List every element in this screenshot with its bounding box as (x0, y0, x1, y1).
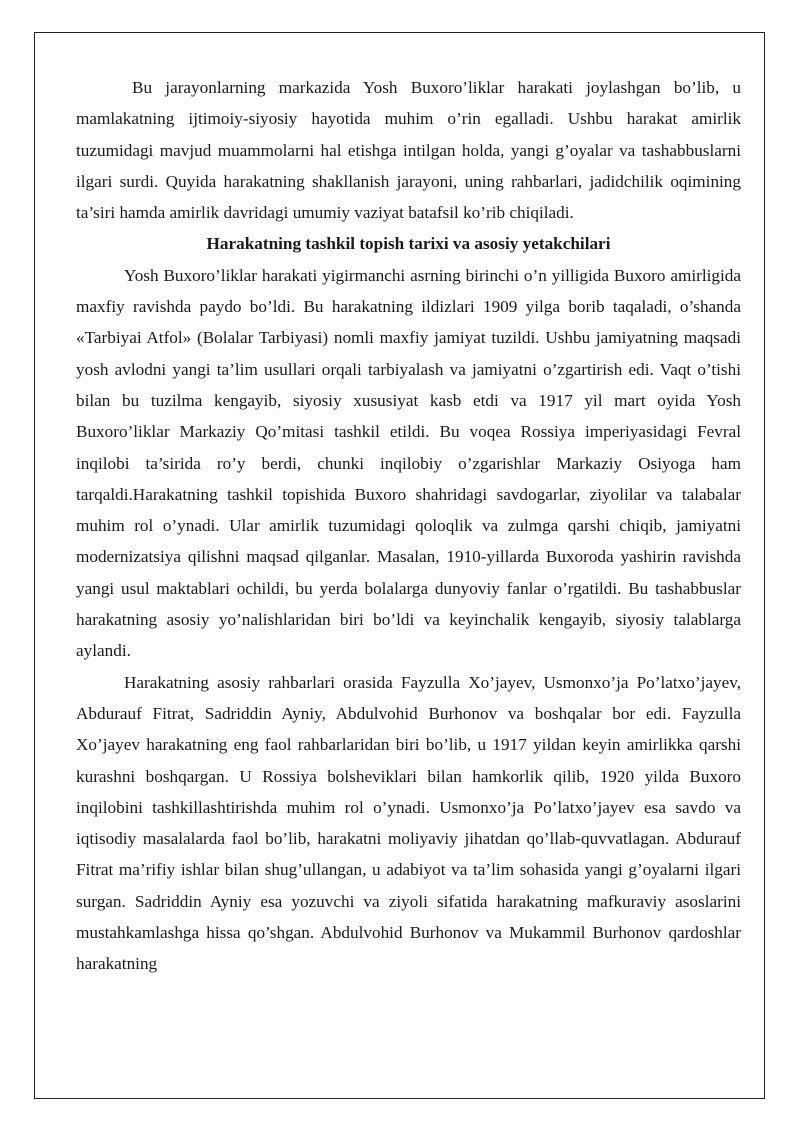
section-heading: Harakatning tashkil topish tarixi va asosiy yetakchilari (206, 234, 611, 254)
history-paragraph: Yosh Buxoro’liklar harakati yigirmanchi asrning birinchi o’n yilligida Buxoro amirligida maxfiy ravishda paydo bo’ldi. Bu harakatning ildizlari 1909 yilga borib taqaladi, o’shanda «Tarbiyai Atfol» (Bolalar Tarbiyasi) nomli maxfiy jamiyat tuzildi. Ushbu jamiyatning maqsadi yosh avlodni yangi ta’lim usullari orqali tarbiyalash va jamiyatni o’zgartirish edi. Vaqt o’tishi bilan bu tuzilma kengayib, siyosiy xususiyat kasb etdi va 1917 yil mart oyida Yosh Buxoro’liklar Markaziy Qo’mitasi tashkil etildi. Bu voqea Rossiya imperiyasidagi Fevral inqilobi ta’sirida ro’y berdi, chunki inqilobiy o’zgarishlar Markaziy Osiyoga ham tarqaldi.Harakatning tashkil topishida Buxoro shahridagi savdogarlar, ziyolilar va talabalar muhim rol o’ynadi. Ular amirlik tuzumidagi qoloqlik va zulmga qarshi chiqib, jamiyatni modernizatsiya qilishni maqsad qilganlar. Masalan, 1910-yillarda Buxoroda yashirin ravishda yangi usul maktablari ochildi, bu yerda bolalarga dunyoviy fanlar o’rgatildi. Bu tashabbuslar harakatning asosiy yo’nalishlaridan biri bo’ldi va keyinchalik kengayib, siyosiy talablarga aylandi. (76, 265, 741, 661)
document-body (76, 72, 741, 980)
leaders-paragraph: Harakatning asosiy rahbarlari orasida Fayzulla Xo’jayev, Usmonxo’ja Po’latxo’jayev, Abdurauf Fitrat, Sadriddin Ayniy, Abdulvohid Burhonov va boshqalar bor edi. Fayzulla Xo’jayev harakatning eng faol rahbarlaridan biri bo’lib, u 1917 yildan keyin amirlikka qarshi kurashni boshqargan. U Rossiya bolsheviklari bilan hamkorlik qilib, 1920 yilda Buxoro inqilobini tashkillashtirishda muhim rol o’ynadi. Usmonxo’ja Po’latxo’jayev esa savdo va iqtisodiy masalalarda faol bo’lib, harakatni moliyaviy jihatdan qo’llab-quvvatlagan. Abdurauf Fitrat ma’rifiy ishlar bilan shug’ullangan, u adabiyot va ta’lim sohasida yangi g’oyalarni ilgari surgan. Sadriddin Ayniy esa yozuvchi va ziyoli sifatida harakatning mafkuraviy asoslarini mustahkamlashga hissa qo’shgan. Abdulvohid Burhonov va Mukammil Burhonov qardoshlar harakatning (76, 672, 741, 974)
intro-paragraph: Bu jarayonlarning markazida Yosh Buxoro’liklar harakati joylashgan bo’lib, u mamlakatning ijtimoiy-siyosiy hayotida muhim o’rin egalladi. Ushbu harakat amirlik tuzumidagi mavjud muammolarni hal etishga intilgan holda, yangi g’oyalar va tashabbuslarni ilgari surdi. Quyida harakatning shakllanish jarayoni, uning rahbarlari, jadidchilik oqimining ta’siri hamda amirlik davridagi umumiy vaziyat batafsil ko’rib chiqiladi. (76, 78, 741, 223)
